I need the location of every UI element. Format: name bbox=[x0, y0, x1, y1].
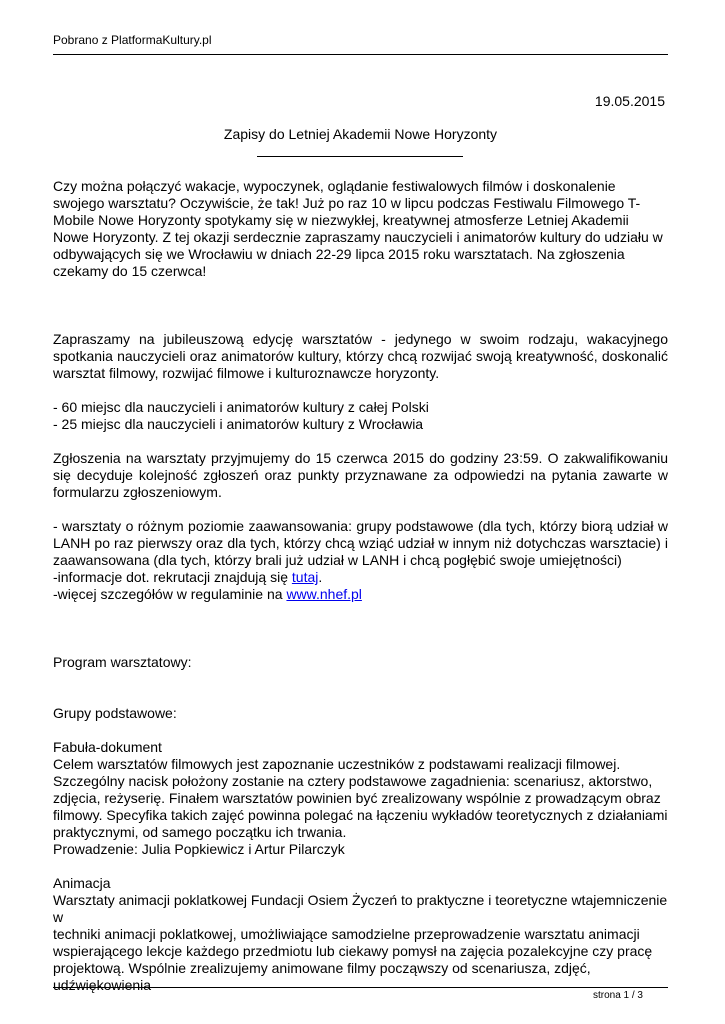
nhef-link[interactable]: www.nhef.pl bbox=[286, 586, 362, 602]
header-divider bbox=[53, 54, 668, 55]
applications-paragraph: Zgłoszenia na warsztaty przyjmujemy do 15 czerwca 2015 do godziny 23:59. O zakwalifikowaniu się decyduje kolejność zgłoszeń oraz punkty przyznawane za odpowiedzi na pytania zawarte w formularzu zgłoszeniowym. bbox=[53, 450, 668, 500]
animacja-line: wspierającego lekcje każdego przedmiotu lub ciekawy pomysł na zajęcia pozalekcyjne czy pracę bbox=[53, 943, 653, 959]
page-number: strona 1 / 3 bbox=[592, 990, 643, 1001]
animacja-line: Warsztaty animacji poklatkowej Fundacji Osiem Życzeń to praktyczne i teoretyczne wtajemniczenie w bbox=[53, 892, 668, 925]
program-heading: Program warsztatowy: bbox=[53, 654, 192, 670]
animacja-heading: Animacja bbox=[53, 875, 111, 891]
fabula-lead: Prowadzenie: Julia Popkiewicz i Artur Pilarczyk bbox=[53, 841, 345, 857]
footer-divider bbox=[53, 987, 668, 988]
fabula-line: Celem warsztatów filmowych jest zapoznanie uczestników z podstawami realizacji filmowej. bbox=[53, 756, 621, 772]
document-title: Zapisy do Letniej Akademii Nowe Horyzonty bbox=[223, 126, 498, 142]
fabula-line: Szczególny nacisk położony zostanie na cztery podstawowe zagadnienia: scenariusz, aktorstwo, bbox=[53, 773, 653, 789]
fabula-line: zdjęcia, reżyserię. Finałem warsztatów powinien być zrealizowany wspólnie z prowadzącym obraz bbox=[53, 790, 661, 806]
animacja-line: techniki animacji poklatkowej, umożliwiające samodzielne przeprowadzenie warsztatu animacji bbox=[53, 926, 640, 942]
invite-paragraph: Zapraszamy na jubileuszową edycję warsztatów - jedynego w swoim rodzaju, wakacyjnego spotkania nauczycieli oraz animatorów kultury, którzy chcą rozwijać swoją kreatywność, doskonalić warsztat filmowy, rozwijać filmowe i kulturoznawcze horyzonty. bbox=[53, 331, 668, 381]
basic-groups-heading: Grupy podstawowe: bbox=[53, 705, 177, 721]
rules-info: -więcej szczegółów w regulaminie na www.nhef.pl bbox=[53, 586, 362, 602]
recruitment-link[interactable]: tutaj bbox=[291, 569, 319, 585]
places-item: - 25 miejsc dla nauczycieli i animatorów kultury z Wrocławia bbox=[53, 416, 424, 432]
animacja-line: projektową. Wspólnie zrealizujemy animowane filmy począwszy od scenariusza, zdjęć, udźwiękowienia bbox=[53, 960, 591, 993]
article-body bbox=[53, 178, 668, 994]
places-item: - 60 miejsc dla nauczycieli i animatorów kultury z całej Polski bbox=[53, 399, 429, 415]
levels-paragraph: - warsztaty o różnym poziomie zaawansowania: grupy podstawowe (dla tych, którzy biorą udział w LANH po raz pierwszy oraz dla tych, którzy chcą wziąć udział w innym niż dotychczas warsztacie) i zaawansowana (dla tych, którzy brali już udział w LANH i chcą pogłębić swoje umiejętności) bbox=[53, 518, 668, 568]
fabula-line: filmowy. Specyfika takich zajęć powinna polegać na łączeniu wykładów teoretycznych z działaniami bbox=[53, 807, 668, 823]
document-date: 19.05.2015 bbox=[594, 93, 665, 109]
intro-paragraph: Czy można połączyć wakacje, wypoczynek, oglądanie festiwalowych filmów i doskonalenie swojego warsztatu? Oczywiście, że tak! Już po raz 10 w lipcu podczas Festiwalu Filmowego T-Mobile Nowe Horyzonty spotykamy się w niezwykłej, kreatywnej atmosferze Letniej Akademii Nowe Horyzonty. Z tej okazji serdecznie zapraszamy nauczycieli i animatorów kultury do udziału w odbywających się we Wrocławiu w dniach 22-29 lipca 2015 roku warsztatach. Na zgłoszenia czekamy do 15 czerwca! bbox=[53, 178, 663, 279]
recruitment-info: -informacje dot. rekrutacji znajdują się tutaj. bbox=[53, 569, 323, 585]
fabula-line: praktycznymi, od samego początku ich trwania. bbox=[53, 824, 347, 840]
download-source-header: Pobrano z PlatformaKultury.pl bbox=[53, 33, 212, 47]
title-underline bbox=[257, 156, 463, 157]
fabula-heading: Fabuła-dokument bbox=[53, 739, 162, 755]
